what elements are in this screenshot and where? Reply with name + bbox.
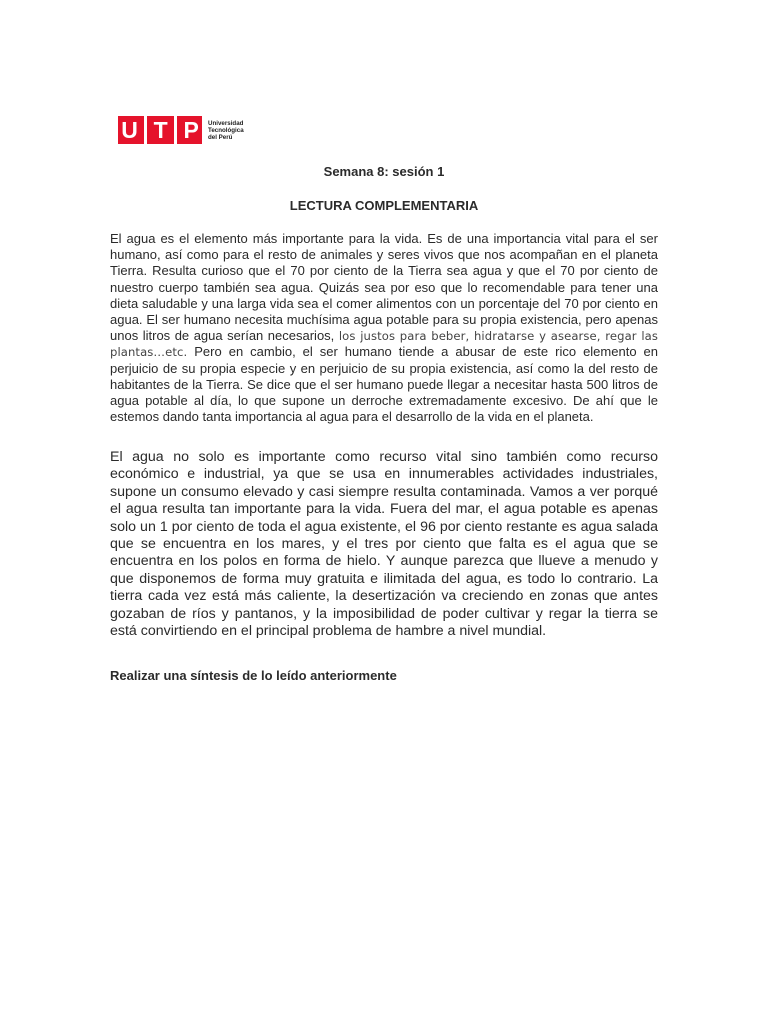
task-instruction: Realizar una síntesis de lo leído anteriormente [110,668,397,683]
logo-divider [174,116,177,144]
document-title: LECTURA COMPLEMENTARIA [289,198,479,213]
paragraph-1-part-c: Pero en cambio, el ser humano tiende a abusar de este rico elemento en perjuicio de su propia especie y en perjuicio de su propia existencia, así como la del resto de habitantes de la Tierra. Se dice que el ser humano puede llegar a necesitar hasta 500 litros de agua potable al día, lo que supone un derroche extremadamente excesivo. De ahí que le estemos dando tanta importancia al agua para el desarrollo de la vida en el planeta. [110,344,658,425]
paragraph-2: El agua no solo es importante como recurso vital sino también como recurso económico e industrial, ya que se usa en innumerables actividades industriales, supone un consumo elevado y casi siempre resulta contaminada. Vamos a ver porqué el agua resulta tan importante para la vida. Fuera del mar, el agua potable es apenas solo un 1 por ciento de toda el agua existente, el 96 por ciento restante es agua salada que se encuentra en los mares, y el tres por ciento que falta es el agua que se encuentra en los polos en forma de hielo. Y aunque parezca que llueve a menudo y que disponemos de forma muy gratuita e ilimitada del agua, es todo lo contrario. La tierra cada vez está más caliente, la desertización va creciendo en zonas que antes gozaban de ríos y pantanos, y la imposibilidad de poder cultivar y regar la tierra se está convirtiendo en el principal problema de hambre a nivel mundial. [110,449,658,640]
utp-logo [118,116,244,144]
session-heading: Semana 8: sesión 1 [323,164,445,179]
logo-line: del Perú [208,133,233,141]
paragraph-1-part-a: El agua es el elemento más importante para la vida. Es de una importancia vital para el ser humano, así como para el resto de animales y seres vivos que nos acompañan en el planeta Tierra. Resulta curioso que el 70 por ciento de la Tierra sea agua y que el 70 por ciento de nuestro cuerpo también sea agua. Quizás sea por eso que lo recomendable para tener una dieta saludable y una larga vida sea el comer alimentos con un porcentaje del 70 por ciento en agua. El ser humano necesita muchísima agua potable para su propia existencia, pero apenas unos litros de agua serían necesarios, [110,231,658,344]
paragraph-1-part-b: los justos para beber, hidratarse y asearse, regar las plantas…etc. [110,329,659,360]
logo-wordmark [208,120,244,141]
logo-letter-p: P [183,117,199,143]
logo-line: Tecnológica [208,126,244,134]
logo-letter-t: T [153,117,168,143]
paragraph-1 [110,231,658,425]
logo-line: Universidad [208,119,244,127]
logo-mark [118,116,202,144]
logo-divider [144,116,147,144]
logo-letter-u: U [121,117,138,143]
